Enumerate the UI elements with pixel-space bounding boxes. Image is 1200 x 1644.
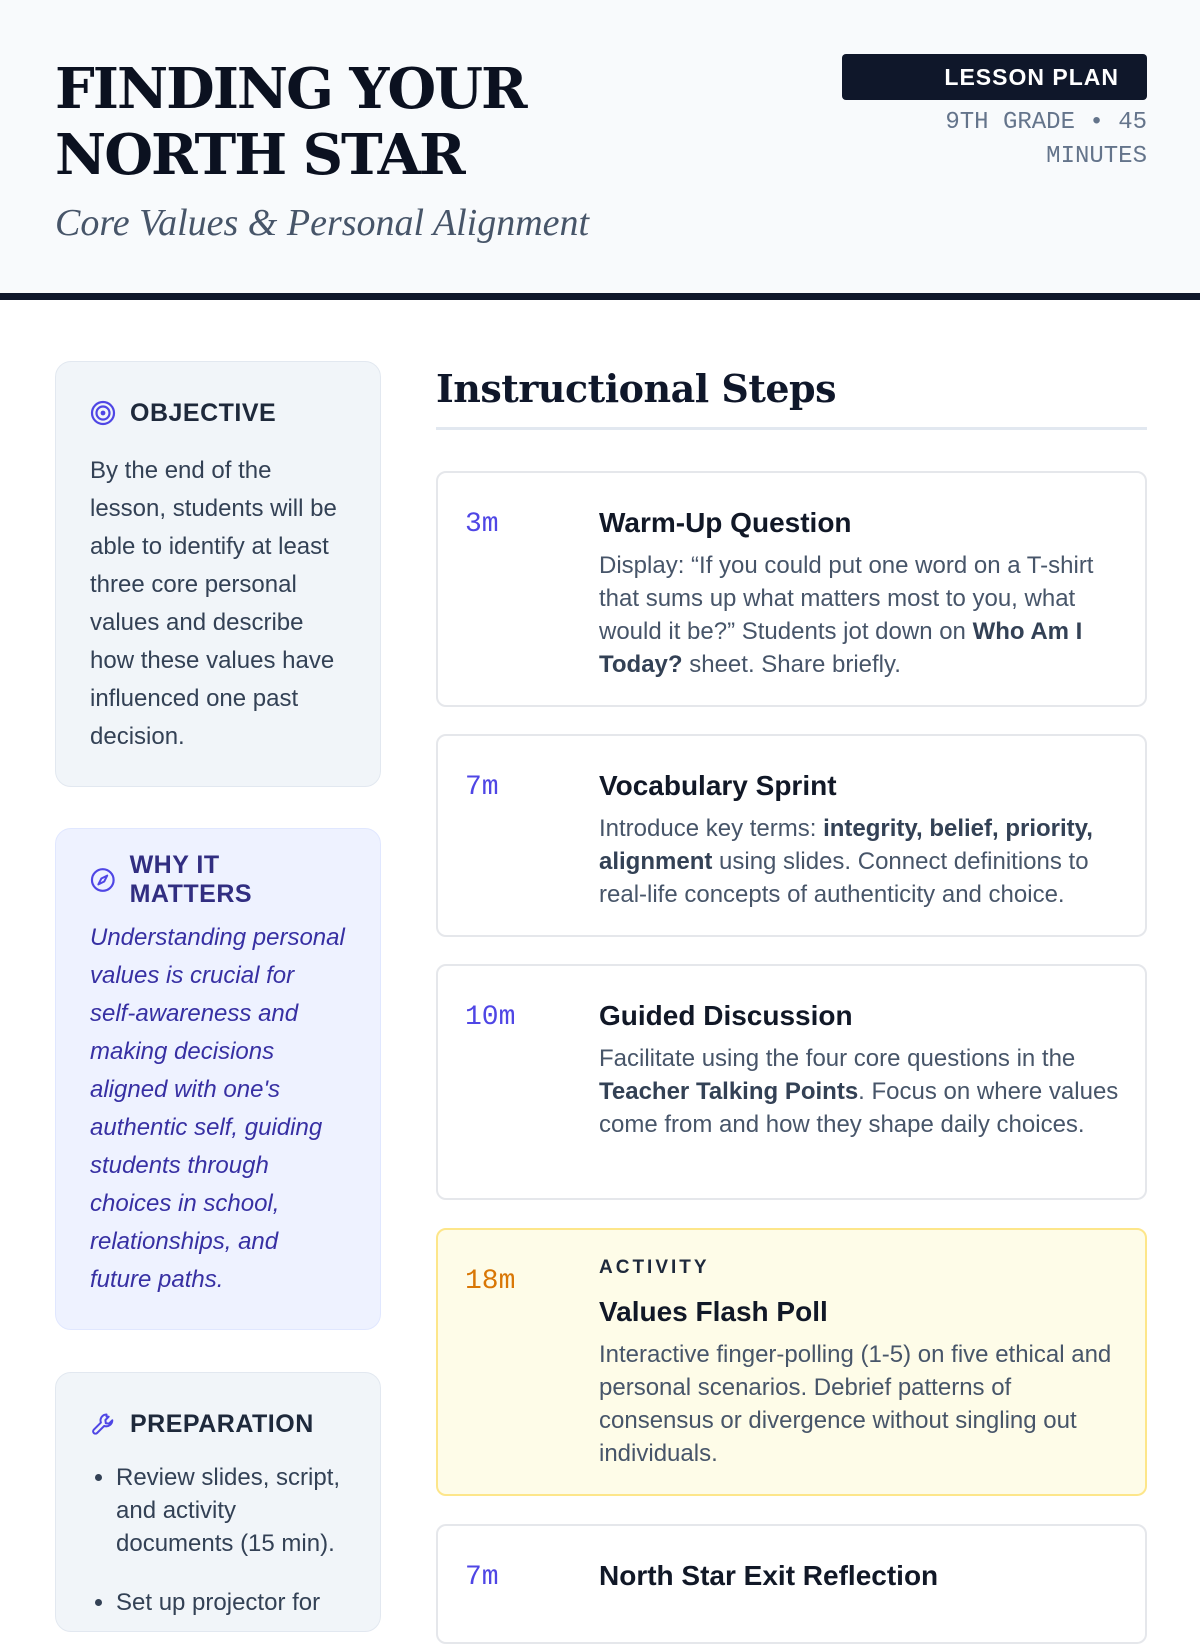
step-card-warm-up	[436, 471, 1147, 707]
lesson-header	[0, 0, 1200, 300]
preparation-card	[55, 1372, 381, 1632]
why-it-matters-text: Understanding personal values is crucial for self-awareness and making decisions aligned with one's authentic self, guiding students through choices in school, relationships, and future paths.	[90, 924, 345, 1293]
objective-card	[55, 361, 381, 787]
step-title: North Star Exit Reflection	[599, 1560, 939, 1591]
step-duration: 7m	[465, 1562, 499, 1593]
objective-header	[90, 398, 346, 428]
emphasis-text: Teacher Talking Points	[599, 1078, 859, 1105]
step-duration: 3m	[465, 509, 499, 540]
emphasis-text: Who Am I Today?	[599, 618, 1083, 678]
lesson-subtitle: Core Values & Personal Alignment	[55, 202, 590, 244]
step-duration: 18m	[465, 1266, 516, 1297]
why-it-matters-card	[55, 828, 381, 1330]
list-item: • Set up projector for	[116, 1586, 346, 1619]
objective-text: By the end of the lesson, students will be able to identify at least three core personal values and describe how these values have influenced one past decision.	[90, 457, 337, 750]
step-card-exit-reflection	[436, 1524, 1147, 1644]
lesson-title: FINDING YOUR NORTH STAR	[55, 56, 526, 188]
target-icon	[90, 400, 116, 426]
step-title: Values Flash Poll	[599, 1296, 828, 1327]
description-text: sheet. Share briefly.	[682, 651, 901, 678]
step-title: Guided Discussion	[599, 1000, 853, 1031]
list-item: • Review slides, script, and activity documents (15 min).	[116, 1461, 346, 1560]
preparation-list	[90, 1461, 346, 1619]
description-text: . Focus on where values come from and how they shape daily choices.	[599, 1078, 1119, 1138]
step-description	[599, 812, 1119, 911]
why-it-matters-header	[90, 851, 346, 908]
step-card-guided-discussion	[436, 964, 1147, 1200]
wrench-icon	[90, 1411, 116, 1437]
instructional-steps-title: Instructional Steps	[436, 366, 837, 411]
preparation-label: PREPARATION	[130, 1409, 314, 1438]
lesson-plan-badge: LESSON PLAN	[842, 54, 1147, 100]
step-description	[599, 1042, 1119, 1141]
preparation-header	[90, 1409, 346, 1439]
compass-icon	[90, 867, 116, 893]
step-title: Vocabulary Sprint	[599, 770, 837, 801]
step-duration: 10m	[465, 1002, 516, 1033]
section-divider	[436, 427, 1147, 430]
step-card-vocabulary	[436, 734, 1147, 937]
emphasis-text: integrity, belief, priority, alignment	[599, 815, 1093, 875]
description-text: using slides. Connect definitions to real-life concepts of authenticity and choice.	[599, 848, 1089, 908]
step-title: Warm-Up Question	[599, 507, 852, 538]
description-text: Interactive finger-polling (1-5) on five ethical and personal scenarios. Debrief patterns of consensus or divergence without singling out individuals.	[599, 1341, 1112, 1467]
objective-label: OBJECTIVE	[130, 398, 277, 427]
description-text: Introduce key terms:	[599, 815, 824, 842]
description-text: Facilitate using the four core questions in the	[599, 1045, 1076, 1072]
step-duration: 7m	[465, 772, 499, 803]
description-text: Display: “If you could put one word on a T-shirt that sums up what matters most to you, what would it be?” Students jot down on	[599, 552, 1094, 645]
why-it-matters-label: WHY IT MATTERS	[129, 851, 253, 908]
step-description	[599, 1338, 1119, 1470]
step-card-activity	[436, 1228, 1147, 1496]
grade-duration-meta: 9TH GRADE • 45 MINUTES	[945, 109, 1147, 170]
activity-tag: ACTIVITY	[599, 1257, 710, 1278]
step-description	[599, 549, 1119, 681]
